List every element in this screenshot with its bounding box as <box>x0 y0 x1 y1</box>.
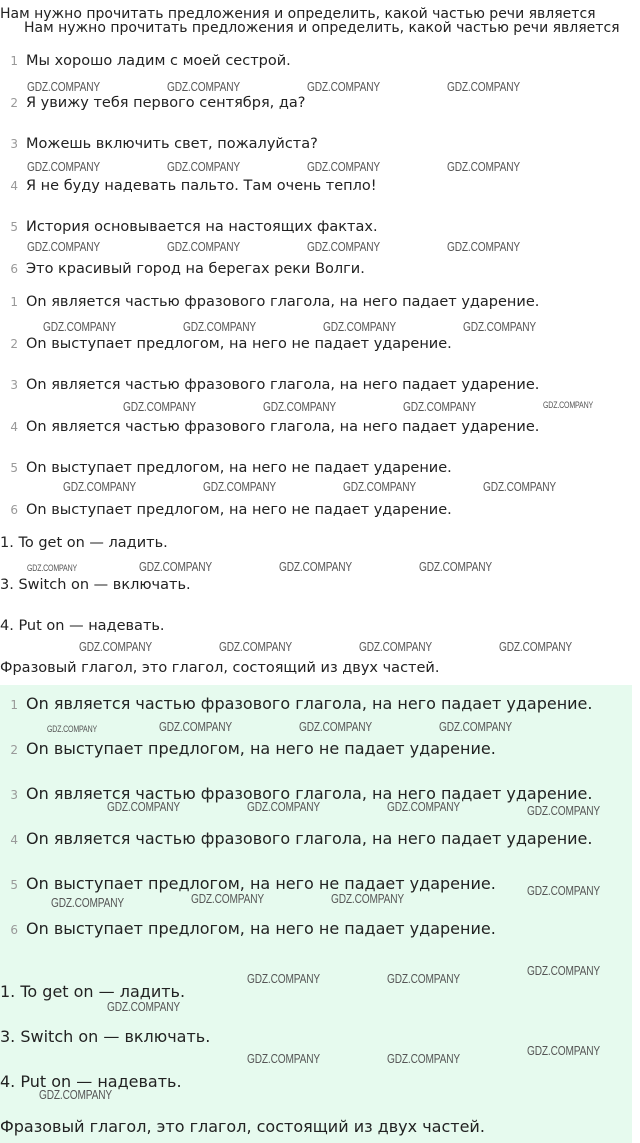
phrasal-line: 4. Put on — надевать. <box>0 618 165 634</box>
item-number: 6 <box>10 262 18 276</box>
watermark: GDZ.COMPANY <box>439 719 513 734</box>
item-number: 2 <box>10 743 18 757</box>
watermark: GDZ.COMPANY <box>263 399 337 414</box>
watermark: GDZ.COMPANY <box>527 1043 601 1058</box>
intro-text: Нам нужно прочитать предложения и определить, какой частью речи является <box>0 6 596 22</box>
watermark: GDZ.COMPANY <box>307 159 381 174</box>
sentence-text: Можешь включить свет, пожалуйста? <box>26 136 318 152</box>
item-number: 1 <box>10 54 18 68</box>
watermark: GDZ.COMPANY <box>527 963 601 978</box>
answer-text: On выступает предлогом, на него не падает ударение. <box>26 739 496 758</box>
item-number: 4 <box>10 179 18 193</box>
item-number: 2 <box>10 337 18 351</box>
item-number: 6 <box>10 923 18 937</box>
watermark: GDZ.COMPANY <box>463 319 537 334</box>
watermark: GDZ.COMPANY <box>483 479 557 494</box>
answer-item <box>0 460 452 476</box>
watermark: GDZ.COMPANY <box>47 724 98 734</box>
watermark: GDZ.COMPANY <box>447 79 521 94</box>
item-number: 6 <box>10 503 18 517</box>
watermark: GDZ.COMPANY <box>403 399 477 414</box>
watermark: GDZ.COMPANY <box>27 563 78 573</box>
watermark: GDZ.COMPANY <box>299 719 373 734</box>
watermark: GDZ.COMPANY <box>279 559 353 574</box>
watermark: GDZ.COMPANY <box>527 883 601 898</box>
answer-item <box>0 694 592 713</box>
answer-text: On выступает предлогом, на него не падает ударение. <box>26 502 452 518</box>
watermark: GDZ.COMPANY <box>43 319 117 334</box>
watermark: GDZ.COMPANY <box>203 479 277 494</box>
answer-text: On выступает предлогом, на него не падает ударение. <box>26 874 496 893</box>
watermark: GDZ.COMPANY <box>51 895 125 910</box>
item-number: 4 <box>10 420 18 434</box>
watermark: GDZ.COMPANY <box>343 479 417 494</box>
answer-item <box>0 829 592 848</box>
answer-text: On выступает предлогом, на него не падает ударение. <box>26 336 452 352</box>
watermark: GDZ.COMPANY <box>499 639 573 654</box>
answer-text: On является частью фразового глагола, на него падает ударение. <box>26 694 593 713</box>
sentence-text: Я не буду надевать пальто. Там очень тепло! <box>26 178 377 194</box>
sentence-item <box>0 95 306 111</box>
watermark: GDZ.COMPANY <box>247 1051 321 1066</box>
watermark: GDZ.COMPANY <box>139 559 213 574</box>
watermark: GDZ.COMPANY <box>39 1087 113 1102</box>
phrasal-line: 3. Switch on — включать. <box>0 577 191 593</box>
watermark: GDZ.COMPANY <box>447 159 521 174</box>
phrasal-line: 1. To get on — ладить. <box>0 535 168 551</box>
answer-text: On является частью фразового глагола, на него падает ударение. <box>26 294 540 310</box>
watermark: GDZ.COMPANY <box>387 799 461 814</box>
item-number: 1 <box>10 698 18 712</box>
watermark: GDZ.COMPANY <box>27 159 101 174</box>
watermark: GDZ.COMPANY <box>63 479 137 494</box>
watermark: GDZ.COMPANY <box>307 79 381 94</box>
answer-text: On является частью фразового глагола, на него падает ударение. <box>26 377 540 393</box>
watermark: GDZ.COMPANY <box>419 559 493 574</box>
watermark: GDZ.COMPANY <box>387 971 461 986</box>
watermark: GDZ.COMPANY <box>527 803 601 818</box>
answer-text: On является частью фразового глагола, на него падает ударение. <box>26 829 593 848</box>
item-number: 5 <box>10 878 18 892</box>
watermark: GDZ.COMPANY <box>167 159 241 174</box>
watermark: GDZ.COMPANY <box>331 891 405 906</box>
sentence-item <box>0 136 318 152</box>
watermark: GDZ.COMPANY <box>183 319 257 334</box>
phrasal-line: 3. Switch on — включать. <box>0 1027 211 1046</box>
answer-text: On выступает предлогом, на него не падает ударение. <box>26 919 496 938</box>
sentence-item <box>0 178 377 194</box>
sentence-item <box>0 261 365 277</box>
watermark: GDZ.COMPANY <box>543 400 594 410</box>
watermark: GDZ.COMPANY <box>159 719 233 734</box>
definition-text: Фразовый глагол, это глагол, состоящий из двух частей. <box>0 660 440 676</box>
watermark: GDZ.COMPANY <box>123 399 197 414</box>
answer-item <box>0 294 539 310</box>
item-number: 3 <box>10 137 18 151</box>
phrasal-line: 1. To get on — ладить. <box>0 982 186 1001</box>
watermark: GDZ.COMPANY <box>167 239 241 254</box>
item-number: 1 <box>10 295 18 309</box>
watermark: GDZ.COMPANY <box>107 999 181 1014</box>
watermark: GDZ.COMPANY <box>307 239 381 254</box>
sentence-text: Это красивый город на берегах реки Волги. <box>26 261 365 277</box>
answer-text: On является частью фразового глагола, на него падает ударение. <box>26 419 540 435</box>
item-number: 2 <box>10 96 18 110</box>
item-number: 3 <box>10 378 18 392</box>
item-number: 5 <box>10 461 18 475</box>
sentence-text: История основывается на настоящих фактах. <box>26 219 378 235</box>
sentence-item <box>0 53 291 69</box>
watermark: GDZ.COMPANY <box>79 639 153 654</box>
answer-text: On является частью фразового глагола, на него падает ударение. <box>26 784 593 803</box>
item-number: 3 <box>10 788 18 802</box>
watermark: GDZ.COMPANY <box>191 891 265 906</box>
watermark: GDZ.COMPANY <box>27 79 101 94</box>
sentence-text: Я увижу тебя первого сентября, да? <box>26 95 306 111</box>
watermark: GDZ.COMPANY <box>167 79 241 94</box>
watermark: GDZ.COMPANY <box>247 971 321 986</box>
watermark: GDZ.COMPANY <box>107 799 181 814</box>
watermark: GDZ.COMPANY <box>323 319 397 334</box>
answer-item <box>0 739 496 758</box>
watermark: GDZ.COMPANY <box>247 799 321 814</box>
watermark: GDZ.COMPANY <box>359 639 433 654</box>
watermark: GDZ.COMPANY <box>27 239 101 254</box>
cropped-line: Нам нужно прочитать предложения и определить, какой частью речи является <box>24 20 620 36</box>
answer-item <box>0 377 539 393</box>
sentence-item <box>0 219 378 235</box>
watermark: GDZ.COMPANY <box>219 639 293 654</box>
answer-item <box>0 919 496 938</box>
answer-item <box>0 502 452 518</box>
item-number: 4 <box>10 833 18 847</box>
item-number: 5 <box>10 220 18 234</box>
watermark: GDZ.COMPANY <box>447 239 521 254</box>
answer-item <box>0 419 539 435</box>
answer-item <box>0 336 452 352</box>
sentence-text: Мы хорошо ладим с моей сестрой. <box>26 53 291 69</box>
phrasal-line: 4. Put on — надевать. <box>0 1072 182 1091</box>
watermark: GDZ.COMPANY <box>387 1051 461 1066</box>
definition-text: Фразовый глагол, это глагол, состоящий из двух частей. <box>0 1117 485 1136</box>
answer-text: On выступает предлогом, на него не падает ударение. <box>26 460 452 476</box>
